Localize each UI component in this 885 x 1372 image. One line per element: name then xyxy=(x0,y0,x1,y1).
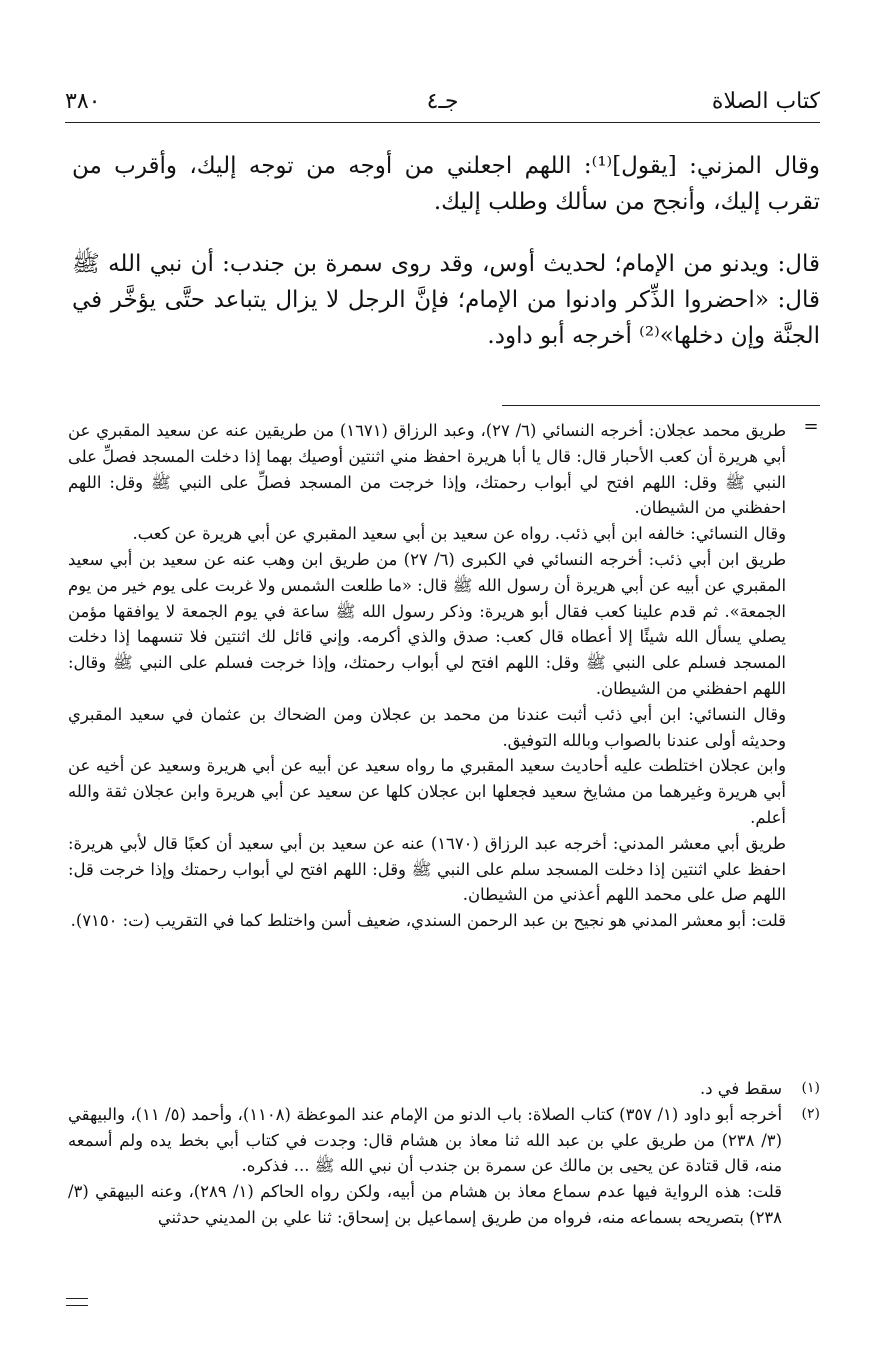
footnote-text: سقط في د. xyxy=(699,1079,782,1098)
page-header xyxy=(65,86,820,123)
main-text xyxy=(72,148,820,380)
footnote-paragraph: وابن عجلان اختلطت عليه أحاديث سعيد المقبري ما رواه سعيد عن أبيه عن أبي هريرة وسعيد عن أخيه عن أبي هريرة وغيرهما من مشايخ سعيد فجعلها ابن عجلان كلها عن سعيد عن أبي هريرة وابن عجلان ثقة والله أعلم. xyxy=(68,756,786,827)
footnote-text: قلت: هذه الرواية فيها عدم سماع معاذ بن هشام من أبيه، ولكن رواه الحاكم (١/ ٢٨٩)، وعنه البيهقي (٣/ ٢٣٨) بتصريحه بسماعه منه، فرواه من طريق إسماعيل بن إسحاق: ثنا علي بن المديني حدثني xyxy=(68,1182,782,1227)
footnote-paragraph: طريق ابن أبي ذئب: أخرجه النسائي في الكبرى (٦/ ٢٧) من طريق ابن وهب عنه عن سعيد بن أبي سعيد المقبري عن أبيه عن أبي هريرة أن رسول الله ﷺ قال: «ما طلعت الشمس ولا غربت على يوم خير من يوم الجمعة». ثم قدم علينا كعب فقال أبو هريرة: وذكر رسول الله ﷺ ساعة في يوم الجمعة لا يوافقها مؤمن يصلي يسأل الله شيئًا إلا أعطاه قال كعب: صدق والذي أكرمه. وإني قائل لك اثنتين فلا تنسهما إذا دخلت المسجد فسلم على النبي ﷺ وقل: اللهم افتح لي أبواب رحمتك، وإذا خرجت فسلم على النبي ﷺ وقال: اللهم احفظني من الشيطان. xyxy=(68,549,786,698)
volume-label: جـ٤ xyxy=(426,89,459,114)
footnote-paragraph: وقال النسائي: خالفه ابن أبي ذئب. رواه عن سعيد بن أبي سعيد المقبري عن أبي هريرة عن كعب. xyxy=(132,524,786,544)
continues-mark xyxy=(66,1298,88,1306)
footnote-number: (٢) xyxy=(801,1105,820,1122)
footnote-number: (١) xyxy=(801,1080,820,1096)
footnote-paragraph: طريق محمد عجلان: أخرجه النسائي (٦/ ٢٧)، وعبد الرزاق (١٦٧١) من طريقين عنه عن سعيد المقبري عن أبي هريرة أن كعب الأحبار قال: قال يا أبا هريرة احفظ مني اثنتين أوصيك بهما إذا دخلت المسجد فصلِّ على النبي ﷺ وقل: اللهم افتح لي أبواب رحمتك، وإذا خرجت من المسجد فصلِّ على النبي ﷺ وقل: اللهم احفظني من الشيطان. xyxy=(68,421,787,518)
footnote-item xyxy=(68,1076,820,1102)
footnotes xyxy=(68,1076,820,1231)
footnote-item xyxy=(68,1102,820,1231)
page-number: ٣٨٠ xyxy=(65,89,101,114)
book-title: كتاب الصلاة xyxy=(711,89,820,114)
main-paragraph: قال: ويدنو من الإمام؛ لحديث أوس، وقد روى سمرة بن جندب: أن نبي الله ﷺ قال: «احضروا الذِّكر وادنوا من الإمام؛ فإنَّ الرجل لا يزال يتباعد حتَّى يؤخَّر في الجنَّة وإن دخلها»⁽²⁾ أخرجه أبو داود. xyxy=(72,251,820,349)
footnote-continuation xyxy=(68,418,786,934)
footnote-paragraph: قلت: أبو معشر المدني هو نجيح بن عبد الرحمن السندي، ضعيف أسن واختلط كما في التقريب (ت: ٧١٥٠). xyxy=(70,911,786,931)
footnote-paragraph: طريق أبي معشر المدني: أخرجه عبد الرزاق (١٦٧٠) عنه عن سعيد بن أبي سعيد أن كعبًا قال لأبي هريرة: احفظ علي اثنتين إذا دخلت المسجد سلم على النبي ﷺ وقل: اللهم افتح لي أبواب رحمتك وإذا خرجت قل: اللهم صل على محمد اللهم أعذني من الشيطان. xyxy=(68,833,786,905)
footnote-text: أخرجه أبو داود (١/ ٣٥٧) كتاب الصلاة: باب الدنو من الإمام عند الموعظة (١١٠٨)، وأحمد (٥/ ١١)، والبيهقي (٣/ ٢٣٨) من طريق علي بن عبد الله ثنا معاذ بن هشام قال: وجدت في كتاب أبي بخط يده ولم أسمعه منه، قال قتادة عن يحيى بن مالك عن سمرة بن جندب أن نبي الله ﷺ ... فذكره. xyxy=(68,1104,782,1176)
main-paragraph: وقال المزني: [يقول]⁽¹⁾: اللهم اجعلني من أوجه من توجه إليك، وأقرب من تقرب إليك، وأنجح من سألك وطلب إليك. xyxy=(72,153,821,215)
footnote-divider xyxy=(502,405,820,406)
footnote-paragraph: وقال النسائي: ابن أبي ذئب أثبت عندنا من محمد بن عجلان ومن الضحاك بن عثمان في سعيد المقبري وحديثه أولى عندنا بالصواب وبالله التوفيق. xyxy=(68,704,786,750)
continuation-mark: = xyxy=(803,416,819,437)
